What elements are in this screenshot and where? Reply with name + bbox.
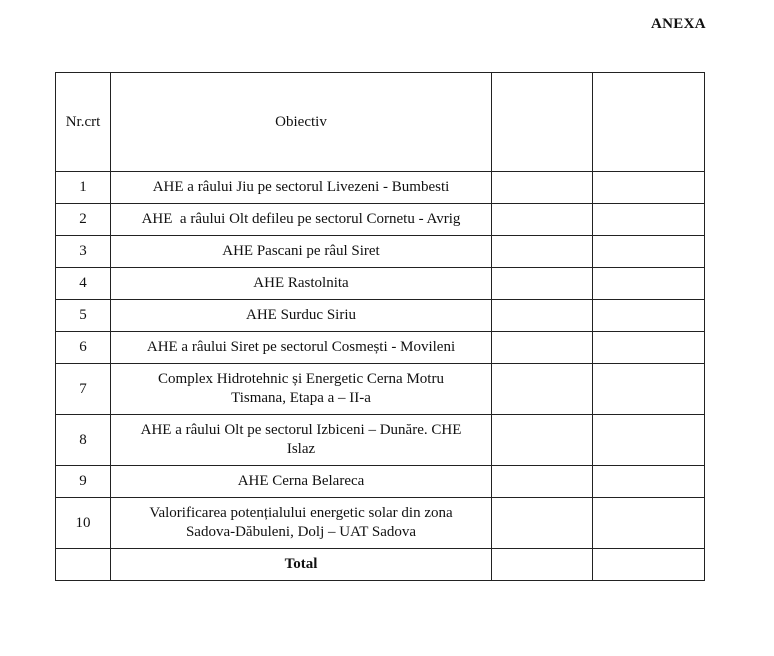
row-empty-cell-1 [492,466,593,498]
total-empty-cell-1 [492,549,593,581]
row-number: 3 [56,236,111,268]
row-number: 2 [56,204,111,236]
row-number: 6 [56,332,111,364]
row-objective [111,172,492,204]
row-objective [111,466,492,498]
table-row [56,466,705,498]
row-empty-cell-2 [593,415,705,466]
objectives-table [55,72,705,581]
total-empty-cell-2 [593,549,705,581]
row-objective [111,268,492,300]
row-number: 9 [56,466,111,498]
table-header-row [56,73,705,172]
objective-line-1: Complex Hidrotehnic și Energetic Cerna Motru [158,371,444,387]
table-row [56,236,705,268]
row-empty-cell-2 [593,204,705,236]
row-empty-cell-1 [492,236,593,268]
header-empty-column-2 [593,73,705,172]
row-number: 7 [56,364,111,415]
objective-line-2: Sadova-Dăbuleni, Dolj – UAT Sadova [185,524,417,540]
row-empty-cell-1 [492,498,593,549]
table-row [56,268,705,300]
row-empty-cell-1 [492,415,593,466]
row-objective [111,498,492,549]
total-row-empty-nr [56,549,111,581]
row-number: 10 [56,498,111,549]
header-objective: Obiectiv [111,73,492,172]
objective-line-1: AHE a râului Olt defileu pe sectorul Cornetu - Avrig [141,211,461,227]
objective-line-1: AHE a râului Siret pe sectorul Cosmești - Movileni [146,339,456,355]
row-empty-cell-1 [492,268,593,300]
row-empty-cell-2 [593,364,705,415]
row-number: 5 [56,300,111,332]
objective-line-1: AHE a râului Olt pe sectorul Izbiceni – Dunăre. CHE [140,422,462,438]
row-objective [111,364,492,415]
table-row [56,172,705,204]
header-nr-crt: Nr.crt [56,73,111,172]
objective-line-1: AHE Pascani pe râul Siret [222,243,380,259]
table-row [56,415,705,466]
row-empty-cell-2 [593,268,705,300]
row-number: 8 [56,415,111,466]
objective-line-2: Islaz [286,441,316,457]
objective-line-1: AHE Rastolnita [253,275,349,291]
row-empty-cell-1 [492,172,593,204]
table-row [56,364,705,415]
row-objective [111,415,492,466]
annex-title: ANEXA [651,16,706,32]
objective-line-2: Tismana, Etapa a – II-a [231,390,371,406]
total-row [56,549,705,581]
row-empty-cell-1 [492,204,593,236]
row-empty-cell-2 [593,498,705,549]
total-label: Total [111,549,492,581]
header-empty-column-1 [492,73,593,172]
row-objective [111,300,492,332]
row-empty-cell-2 [593,236,705,268]
table-row [56,300,705,332]
table-row [56,498,705,549]
row-empty-cell-1 [492,364,593,415]
row-objective [111,204,492,236]
table-row [56,332,705,364]
objective-line-1: AHE Cerna Belareca [237,473,365,489]
row-number: 4 [56,268,111,300]
row-empty-cell-2 [593,300,705,332]
row-empty-cell-2 [593,466,705,498]
row-objective [111,332,492,364]
row-empty-cell-2 [593,332,705,364]
objective-line-1: AHE a râului Jiu pe sectorul Livezeni - Bumbesti [152,179,450,195]
row-empty-cell-2 [593,172,705,204]
row-objective [111,236,492,268]
row-empty-cell-1 [492,332,593,364]
row-empty-cell-1 [492,300,593,332]
table-row [56,204,705,236]
objective-line-1: AHE Surduc Siriu [246,307,356,323]
objective-line-1: Valorificarea potențialului energetic solar din zona [149,505,453,521]
row-number: 1 [56,172,111,204]
